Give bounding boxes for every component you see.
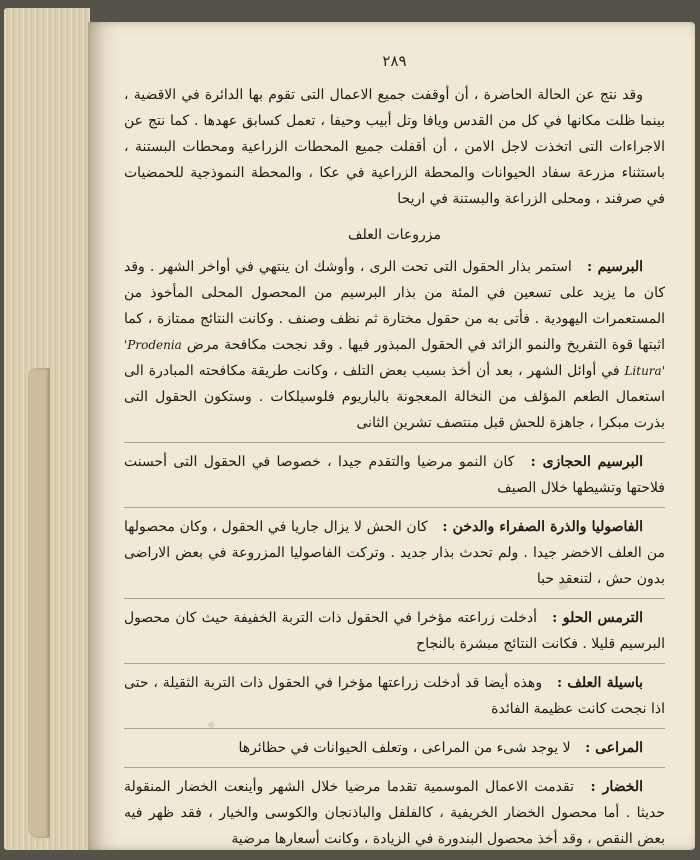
entry-text: أدخلت زراعته مؤخرا في الحقول ذات التربة الخفيفة حيث كان محصول البرسيم قليلا . فكانت النتائج مبشرة بالنجاح <box>124 610 665 652</box>
entry-term: الفاصوليا والذرة الصفراء والدخن : <box>442 519 643 535</box>
entry-term: الترمس الحلو : <box>552 610 643 626</box>
entry-text: كان الحش لا يزال جاريا في الحقول ، وكان محصولها من العلف الاخضر جيدا . ولم تحدث بذار جديد . وتركت الفاصوليا المزروعة في بعض الاراضى بدون حش ، لتنعقد حبا <box>124 519 665 587</box>
entry-text: استمر بذار الحقول التى تحت الرى ، وأوشك ان ينتهي في أواخر الشهر . وقد كان ما يزيد على تسعين في المئة من بذار البرسيم من المحصول المحلى المأخوذ من المستعمرات اليهودية . فأتى به من حقول مختارة ثم نظف وصنف . وكانت النتائج ممتازة ، كما اثبتها قوة التفريخ والنمو الزائد في الحقول المبذور فيها . وقد نجحت مكافحة مرض <box>124 259 666 353</box>
entry-term: باسيلة العلف : <box>556 675 643 691</box>
page-content <box>124 52 665 858</box>
section-title: مزروعات العلف <box>347 227 442 243</box>
divider-line <box>124 442 665 443</box>
entry-text: كان النمو مرضيا والتقدم جيدا ، خصوصا في الحقول التى أحسنت فلاحتها وتشيطها خلال الصيف <box>124 454 665 496</box>
entry-text-continued: في أوائل الشهر ، بعد أن أخذ بسبب بعض التلف ، وكانت طريقة مكافحته المبادرة الى استعمال الطعم المؤلف من النخالة المعجونة بالباريوم فلوسيلكات . وستكون الحقول التى بذرت مبكرا ، جاهزة للحش قبل منتصف تشرين الثانى <box>124 363 665 431</box>
entry-text: تقدمت الاعمال الموسمية تقدما مرضيا خلال الشهر وأينعت الخضار المنقولة حديثا . أما محصول الخضار الخريفية ، كالفلفل والباذنجان والكوسى والخيار ، فقد ظهر فيه بعض النقص ، وقد أخذ محصول البندورة في الزيادة ، وكانت أسعارها مرضية <box>124 779 665 847</box>
divider-line <box>124 507 665 508</box>
page-number: ٢٨٩ <box>382 52 407 70</box>
latin-name: 'Prodenia Litura' <box>124 338 665 378</box>
entry-term: الخضار : <box>590 779 643 795</box>
entry-paragraph <box>124 514 665 592</box>
entry-term: المراعى : <box>585 740 643 756</box>
divider-line <box>124 767 665 768</box>
book-page <box>88 22 695 850</box>
entry-paragraph <box>124 735 665 761</box>
entry-paragraph <box>124 254 665 436</box>
entry-term: البرسيم الحجازى : <box>530 454 644 470</box>
divider-line <box>124 663 665 664</box>
intro-paragraph: وقد نتج عن الحالة الحاضرة ، أن أوقفت جميع الاعمال التى تقوم بها الدائرة في الاقضية ، بينما ظلت مكانها في كل من القدس ويافا وتل أبيب وحيفا ، تعمل كسابق عهدها . كما نتج عن الاجراءات التى اتخذت لاجل الامن ، أن أقفلت جميع المحطات الزراعية ومحطات البستنة ، باستثناء مزرعة سفاد الحيوانات والمحطة الزراعية في عكا ، والمحطة النموذجية للحمضيات في صرفند ، ومحلى الزراعة والبستنة في اريحا <box>124 87 665 207</box>
entry-text: وهذه أيضا قد أدخلت زراعتها مؤخرا في الحقول ذات التربة الثقيلة ، حتى اذا نجحت كانت عظيمة الفائدة <box>124 675 665 717</box>
divider-line <box>124 728 665 729</box>
entry-term: البرسيم : <box>586 259 644 275</box>
divider-line <box>124 598 665 599</box>
torn-page-edge <box>28 368 50 838</box>
entry-text: لا يوجد شىء من المراعى ، وتعلف الحيوانات في حظائرها <box>238 740 571 756</box>
entry-paragraph <box>124 605 665 657</box>
page-edges <box>4 8 90 850</box>
entry-paragraph <box>124 449 665 501</box>
entry-paragraph <box>124 774 665 852</box>
entry-paragraph <box>124 670 665 722</box>
